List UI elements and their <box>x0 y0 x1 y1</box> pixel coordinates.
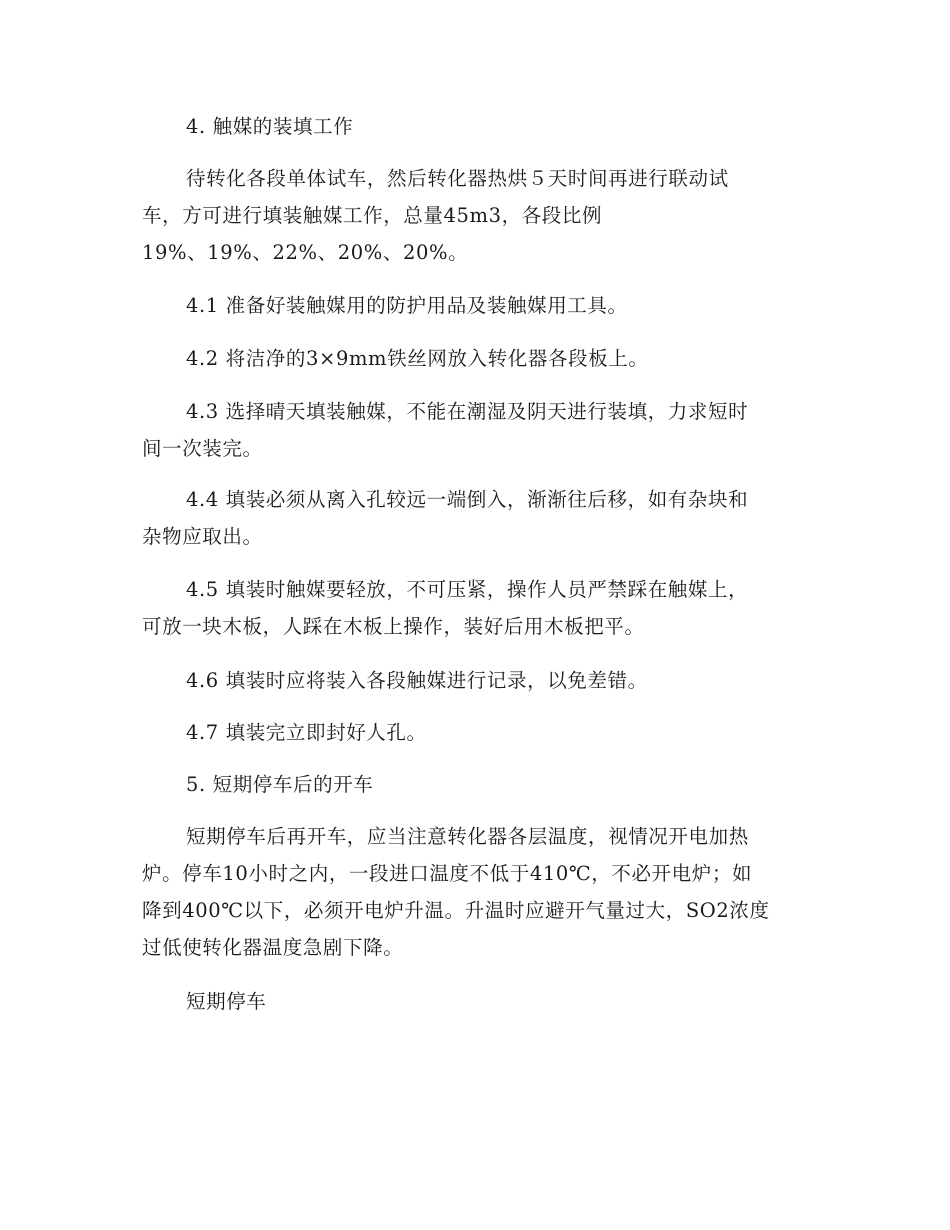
text-line: 4. 触媒的装填工作 <box>186 115 354 138</box>
paragraph-4-1 <box>142 287 807 324</box>
text-line: 4.6 填装时应将装入各段触媒进行记录，以免差错。 <box>186 669 648 692</box>
text-line: 4.3 选择晴天填装触媒，不能在潮湿及阴天进行装填，力求短时 <box>186 400 749 423</box>
paragraph-4-2 <box>142 340 807 377</box>
paragraph-4-6 <box>142 662 807 699</box>
paragraph-4-7 <box>142 714 807 751</box>
paragraph-4-3 <box>142 393 807 467</box>
text-line: 杂物应取出。 <box>142 525 263 548</box>
text-line: 间一次装完。 <box>142 437 263 460</box>
text-line: 短期停车 <box>186 990 267 1013</box>
paragraph-short-stop <box>142 983 807 1020</box>
text-line: 4.7 填装完立即封好人孔。 <box>186 721 427 744</box>
paragraph-4-5 <box>142 571 807 645</box>
text-line: 4.4 填装必须从离入孔较远一端倒入，渐渐往后移，如有杂块和 <box>186 488 749 511</box>
text-line: 短期停车后再开车，应当注意转化器各层温度，视情况开电加热 <box>186 825 749 848</box>
text-line: 4.1 准备好装触媒用的防护用品及装触媒用工具。 <box>186 294 628 317</box>
text-line: 待转化各段单体试车，然后转化器热烘５天时间再进行联动试 <box>186 167 729 190</box>
section-heading-4 <box>142 108 807 145</box>
text-line: 19%、19%、22%、20%、20%。 <box>142 241 469 264</box>
text-line: 4.5 填装时触媒要轻放，不可压紧，操作人员严禁踩在触媒上， <box>186 578 749 601</box>
paragraph-intro <box>142 160 807 271</box>
text-line: 可放一块木板，人踩在木板上操作，装好后用木板把平。 <box>142 615 645 638</box>
text-line: 车，方可进行填装触媒工作，总量45m3，各段比例 <box>142 204 603 227</box>
text-line: 过低使转化器温度急剧下降。 <box>142 936 404 959</box>
paragraph-4-4 <box>142 481 807 555</box>
section-heading-5 <box>142 766 807 803</box>
text-line: 5. 短期停车后的开车 <box>186 773 374 796</box>
paragraph-restart <box>142 818 807 966</box>
text-line: 降到400℃以下，必须开电炉升温。升温时应避开气量过大，SO2浓度 <box>142 899 770 922</box>
text-line: 4.2 将洁净的3×9mm铁丝网放入转化器各段板上。 <box>186 347 649 370</box>
text-line: 炉。停车10小时之内，一段进口温度不低于410℃，不必开电炉；如 <box>142 862 753 885</box>
